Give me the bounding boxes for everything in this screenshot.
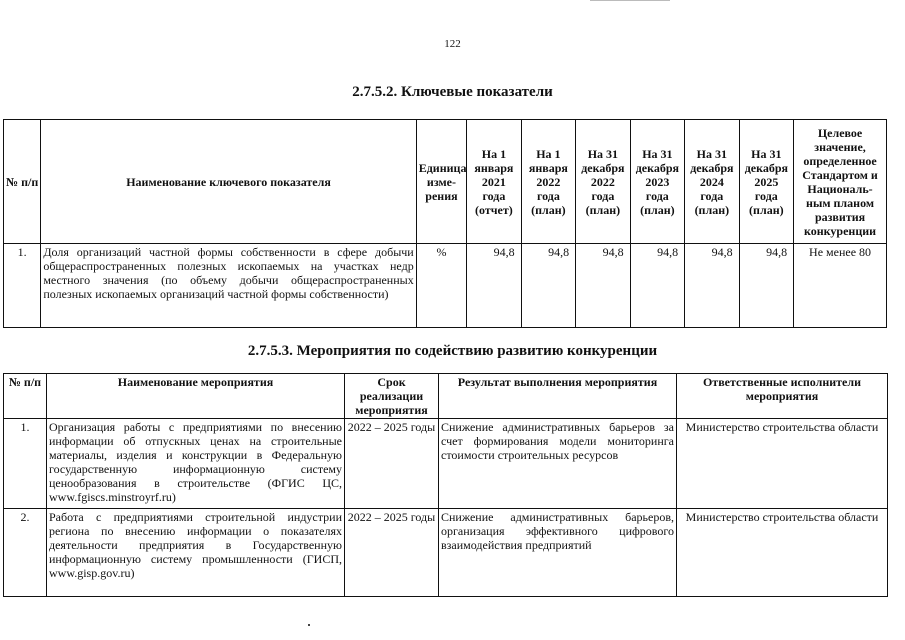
- value-2023: 94,8: [630, 244, 684, 328]
- measure-term: 2022 – 2025 годы: [345, 419, 439, 509]
- measure-responsible: Министерство строительства области: [677, 509, 888, 597]
- col-header-unit: Единица изме-рения: [416, 120, 466, 244]
- col-header-2022-dec: На 31 декабря 2022 года (план): [576, 120, 630, 244]
- col-header-num: № п/п: [4, 374, 47, 419]
- target-value: Не менее 80: [794, 244, 887, 328]
- measure-name: Организация работы с предприятиями по внесению информации об отпускных ценах на строительные материалы, изделия и конструкции в Федеральную государственную информационную систему ценообразования в строительстве (ФГИС ЦС, www.fgiscs.minstroyrf.ru): [47, 419, 345, 509]
- section-title-key-indicators: 2.7.5.2. Ключевые показатели: [352, 84, 553, 100]
- value-2022-jan: 94,8: [521, 244, 575, 328]
- col-header-2021: На 1 января 2021 года (отчет): [467, 120, 521, 244]
- col-header-indicator-name: Наименование ключевого показателя: [41, 120, 416, 244]
- row-num: 1.: [4, 244, 41, 328]
- measure-name: Работа с предприятиями строительной индустрии региона по внесению информации о показателях деятельности предприятия в Государственную информационную систему промышленности (ГИСП, www.gisp.gov.ru): [47, 509, 345, 597]
- value-2022-dec: 94,8: [576, 244, 630, 328]
- measure-responsible: Министерство строительства области: [677, 419, 888, 509]
- measure-result: Снижение административных барьеров за счет формирования модели мониторинга стоимости строительных ресурсов: [439, 419, 677, 509]
- table-row: [4, 419, 888, 509]
- page-number: 122: [444, 38, 461, 50]
- col-header-responsible: Ответственные исполнители мероприятия: [677, 374, 888, 419]
- measure-result: Снижение административных барьеров, организация эффективного цифрового взаимодействия предприятий: [439, 509, 677, 597]
- col-header-measure-name: Наименование мероприятия: [47, 374, 345, 419]
- indicator-unit: %: [416, 244, 466, 328]
- row-num: 2.: [4, 509, 47, 597]
- row-num: 1.: [4, 419, 47, 509]
- col-header-result: Результат выполнения мероприятия: [439, 374, 677, 419]
- value-2025: 94,8: [739, 244, 793, 328]
- col-header-num: № п/п: [4, 120, 41, 244]
- col-header-2024: На 31 декабря 2024 года (план): [685, 120, 739, 244]
- measures-table: [3, 373, 888, 597]
- col-header-2022-jan: На 1 января 2022 года (план): [521, 120, 575, 244]
- indicator-name: Доля организаций частной формы собственности в сфере добычи общераспространенных полезных ископаемых на участках недр местного значения (по объему добычи общераспространенных полезных ископаемых организаций частной формы собственности): [41, 244, 416, 328]
- value-2021: 94,8: [467, 244, 521, 328]
- scan-edge-line: [590, 0, 670, 1]
- table-row: [4, 509, 888, 597]
- col-header-target: Целевое значение, определенное Стандартом и Националь-ным планом развития конкуренции: [794, 120, 887, 244]
- measure-term: 2022 – 2025 годы: [345, 509, 439, 597]
- col-header-2025: На 31 декабря 2025 года (план): [739, 120, 793, 244]
- scan-speck: [308, 624, 310, 626]
- table-header-row: [4, 120, 887, 244]
- key-indicators-table: [3, 119, 887, 328]
- section-title-measures: 2.7.5.3. Мероприятия по содействию развитию конкуренции: [247, 343, 658, 359]
- col-header-term: Срок реализации мероприятия: [345, 374, 439, 419]
- col-header-2023: На 31 декабря 2023 года (план): [630, 120, 684, 244]
- table-row: [4, 244, 887, 328]
- value-2024: 94,8: [685, 244, 739, 328]
- table-header-row: [4, 374, 888, 419]
